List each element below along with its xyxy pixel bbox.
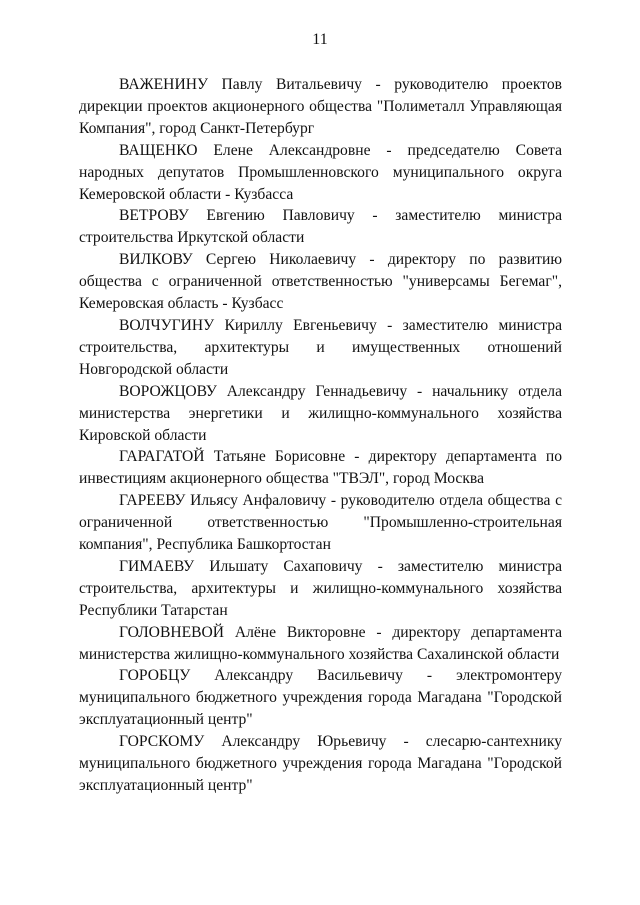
list-item bbox=[79, 665, 562, 731]
list-item bbox=[79, 731, 562, 797]
award-list bbox=[79, 74, 562, 797]
list-item bbox=[79, 249, 562, 315]
list-item bbox=[79, 622, 562, 666]
entry-text: ВАЩЕНКО Елене Александровне - председателю Совета народных депутатов Промышленновского муниципального округа Кемеровской области - Кузбасса bbox=[79, 141, 562, 203]
list-item bbox=[79, 446, 562, 490]
entry-text: ГОРОБЦУ Александру Васильевичу - электромонтеру муниципального бюджетного учреждения города Магадана "Городской эксплуатационный центр" bbox=[79, 667, 562, 729]
entry-text: ГАРЕЕВУ Ильясу Анфаловичу - руководителю отдела общества с ограниченной ответственностью "Промышленно-строительная компания", Республика Башкортостан bbox=[79, 492, 562, 554]
list-item bbox=[79, 140, 562, 206]
entry-text: ГОРСКОМУ Александру Юрьевичу - слесарю-сантехнику муниципального бюджетного учреждения города Магадана "Городской эксплуатационный центр" bbox=[79, 733, 562, 794]
list-item bbox=[79, 556, 562, 622]
page-number: 11 bbox=[312, 31, 328, 48]
entry-text: ВОЛЧУГИНУ Кириллу Евгеньевичу - заместителю министра строительства, архитектуры и имущественных отношений Новгородской области bbox=[79, 316, 562, 378]
entry-text: ВЕТРОВУ Евгению Павловичу - заместителю министра строительства Иркутской области bbox=[79, 207, 562, 247]
entry-text: ГОЛОВНЕВОЙ Алёне Викторовне - директору департамента министерства жилищно-коммунального хозяйства Сахалинской области bbox=[79, 623, 562, 663]
list-item bbox=[79, 490, 562, 556]
list-item bbox=[79, 205, 562, 249]
list-item bbox=[79, 74, 562, 140]
entry-text: ГАРАГАТОЙ Татьяне Борисовне - директору департамента по инвестициям акционерного общества "ТВЭЛ", город Москва bbox=[79, 448, 562, 488]
entry-text: ВОРОЖЦОВУ Александру Геннадьевичу - начальнику отдела министерства энергетики и жилищно-коммунального хозяйства Кировской области bbox=[79, 382, 562, 444]
entry-text: ГИМАЕВУ Ильшату Сахаповичу - заместителю министра строительства, архитектуры и жилищно-коммунального хозяйства Республики Татарстан bbox=[79, 557, 562, 619]
entry-text: ВИЛКОВУ Сергею Николаевичу - директору по развитию общества с ограниченной ответственностью "универсамы Бегемаг", Кемеровская область - Кузбасс bbox=[79, 251, 562, 313]
list-item bbox=[79, 381, 562, 447]
entry-text: ВАЖЕНИНУ Павлу Витальевичу - руководителю проектов дирекции проектов акционерного общества "Полиметалл Управляющая Компания", город Санкт-Петербург bbox=[79, 76, 562, 137]
list-item bbox=[79, 315, 562, 381]
